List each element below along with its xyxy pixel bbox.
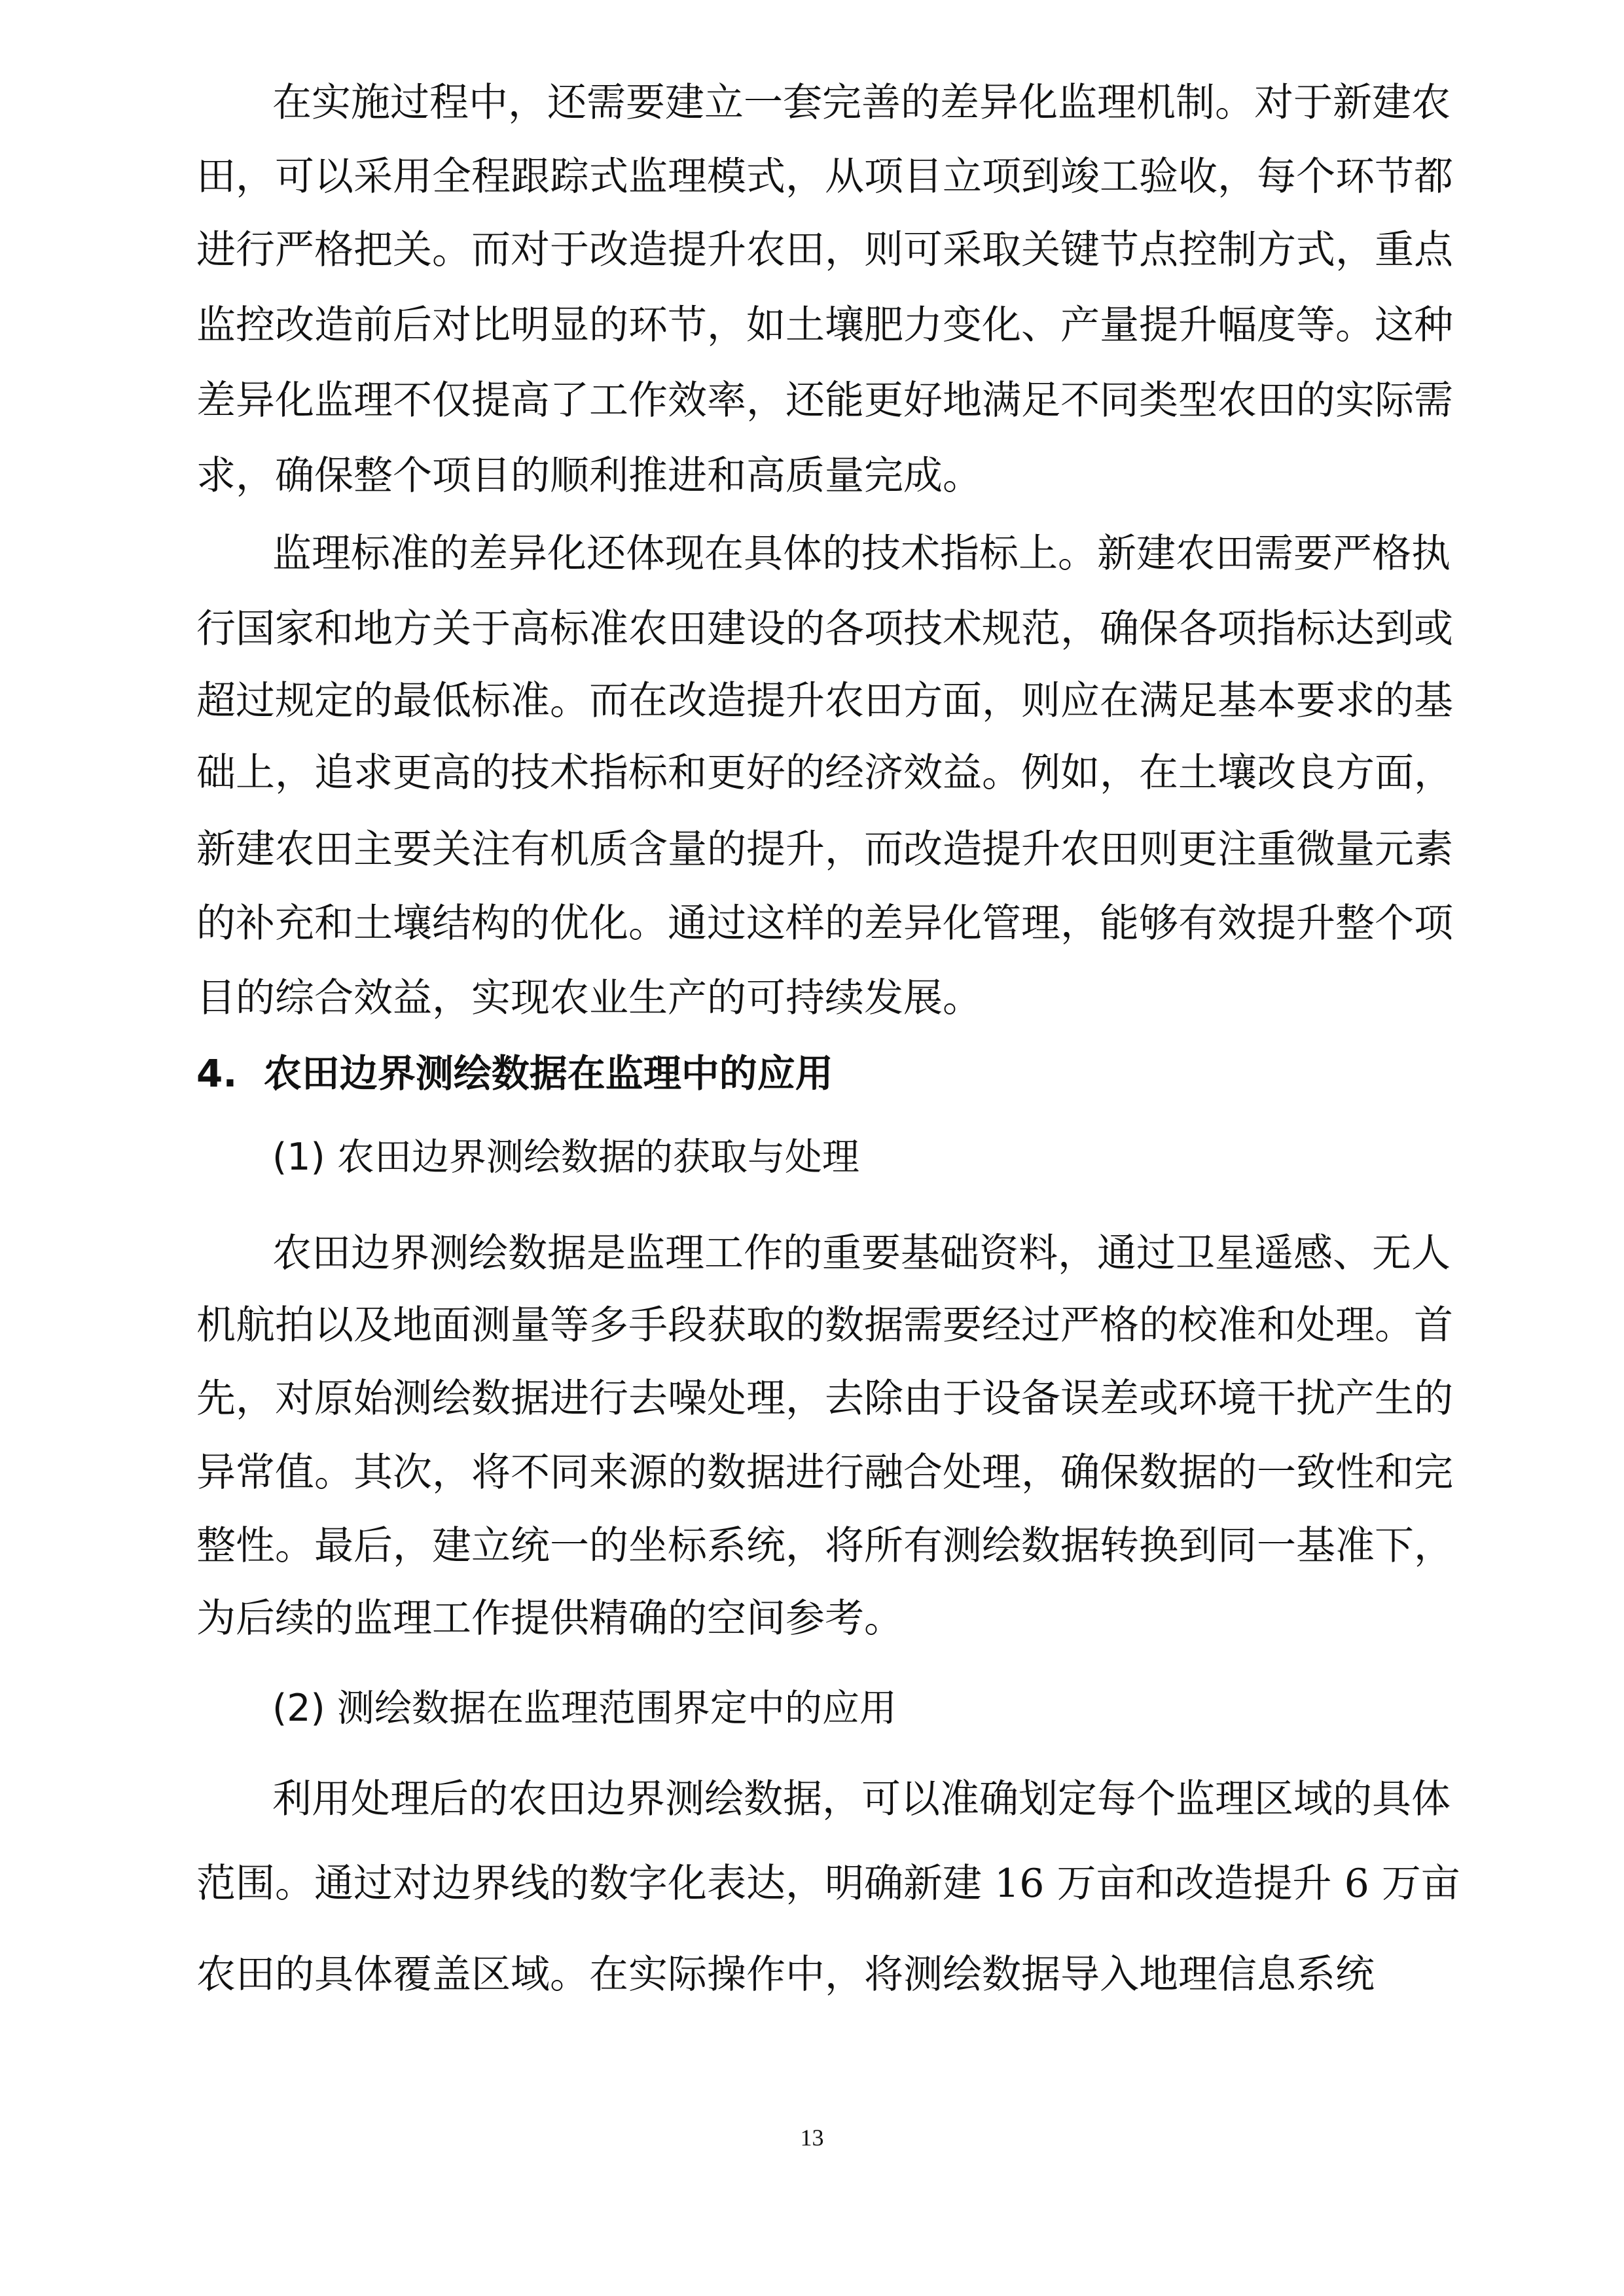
text-line: 求，确保整个项目的顺利推进和高质量完成。 <box>196 453 982 499</box>
text-line: 新建农田主要关注有机质含量的提升，而改造提升农田则更注重微量元素 <box>196 827 1453 872</box>
text-line: 整性。最后，建立统一的坐标系统，将所有测绘数据转换到同一基准下， <box>196 1523 1453 1569</box>
text-line: 础上，追求更高的技术指标和更好的经济效益。例如，在土壤改良方面， <box>196 750 1453 796</box>
text-line: 机航拍以及地面测量等多手段获取的数据需要经过严格的校准和处理。首 <box>196 1302 1453 1348</box>
subsection-heading-1: (1) 农田边界测绘数据的获取与处理 <box>272 1136 859 1179</box>
text-line: 的补充和土壤结构的优化。通过这样的差异化管理，能够有效提升整个项 <box>196 901 1453 946</box>
text-line: 农田边界测绘数据是监理工作的重要基础资料，通过卫星遥感、无人 <box>272 1230 1451 1276</box>
text-line: 为后续的监理工作提供精确的空间参考。 <box>196 1596 903 1641</box>
text-line: 差异化监理不仅提高了工作效率，还能更好地满足不同类型农田的实际需 <box>196 378 1453 423</box>
text-line: 目的综合效益，实现农业生产的可持续发展。 <box>196 975 982 1021</box>
text-line: 农田的具体覆盖区域。在实际操作中，将测绘数据导入地理信息系统 <box>196 1952 1375 1998</box>
text-line: 超过规定的最低标准。而在改造提升农田方面，则应在满足基本要求的基 <box>196 678 1453 724</box>
text-line: 异常值。其次，将不同来源的数据进行融合处理，确保数据的一致性和完 <box>196 1450 1453 1496</box>
text-line: 行国家和地方关于高标准农田建设的各项技术规范，确保各项指标达到或 <box>196 606 1453 652</box>
text-line: 在实施过程中，还需要建立一套完善的差异化监理机制。对于新建农 <box>272 80 1451 126</box>
text-line: 监控改造前后对比明显的环节，如土壤肥力变化、产量提升幅度等。这种 <box>196 302 1453 348</box>
text-line: 先，对原始测绘数据进行去噪处理，去除由于设备误差或环境干扰产生的 <box>196 1376 1453 1422</box>
subsection-heading-2: (2) 测绘数据在监理范围界定中的应用 <box>272 1687 897 1730</box>
text-line: 进行严格把关。而对于改造提升农田，则可采取关键节点控制方式，重点 <box>196 227 1453 273</box>
text-line: 监理标准的差异化还体现在具体的技术指标上。新建农田需要严格执 <box>272 531 1451 577</box>
text-line: 范围。通过对边界线的数字化表达，明确新建 16 万亩和改造提升 6 万亩 <box>196 1861 1460 1907</box>
section-heading-4: 4. 农田边界测绘数据在监理中的应用 <box>196 1051 833 1096</box>
page-number: 13 <box>800 2125 824 2151</box>
text-line: 田，可以采用全程跟踪式监理模式，从项目立项到竣工验收，每个环节都 <box>196 154 1453 200</box>
text-line: 利用处理后的农田边界测绘数据，可以准确划定每个监理区域的具体 <box>272 1776 1451 1822</box>
